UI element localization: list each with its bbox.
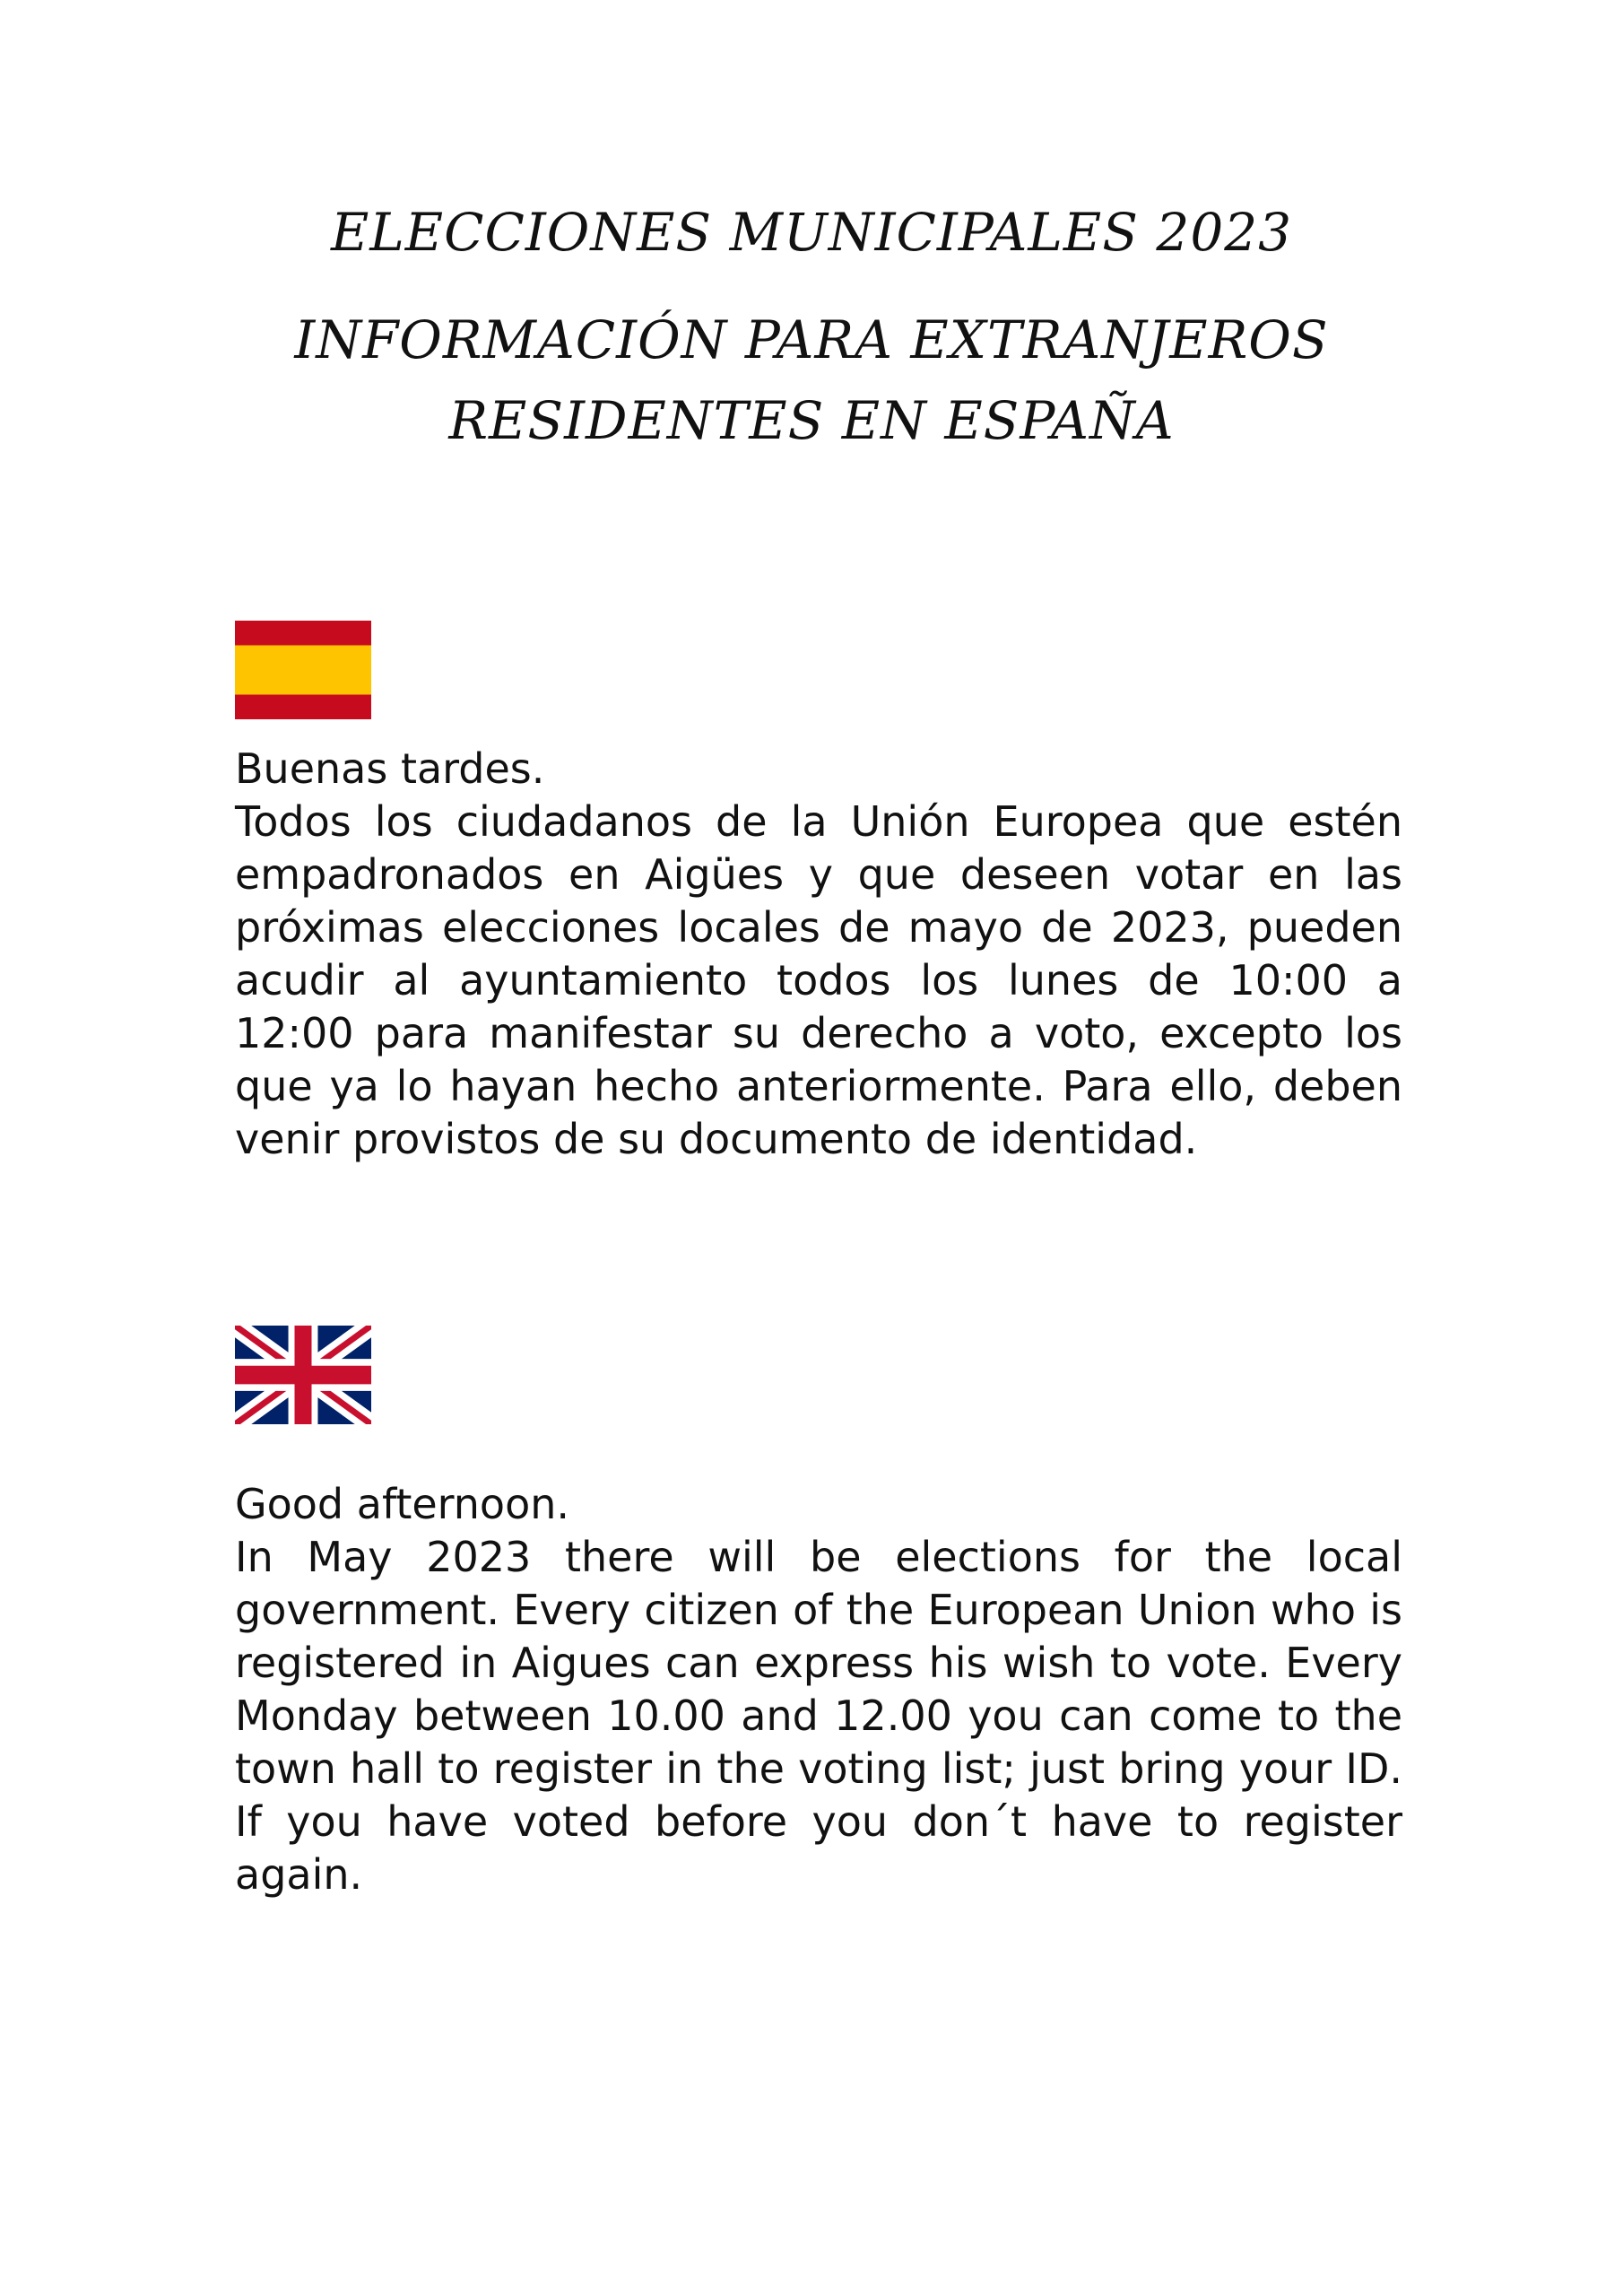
uk-flag-icon xyxy=(235,1326,371,1424)
english-section xyxy=(235,1478,1402,1901)
spain-flag-icon xyxy=(235,621,371,719)
title-line-1: ELECCIONES MUNICIPALES 2023 xyxy=(330,202,1293,263)
spanish-greeting: Buenas tardes. xyxy=(235,744,545,793)
spain-flag-middle-stripe xyxy=(235,646,371,695)
spain-flag-top-stripe xyxy=(235,621,371,646)
english-greeting: Good afternoon. xyxy=(235,1480,569,1528)
spanish-body: Todos los ciudadanos de la Unión Europea que estén empadronados en Aigües y que deseen votar en las próximas elecciones locales de mayo de 2023, pueden acudir al ayuntamiento todos los lunes de 10:00 a 12:00 para manifestar su derecho a voto, excepto los que ya lo hayan hecho anteriormente. Para ello, deben venir provistos de su documento de identidad. xyxy=(235,797,1402,1163)
title-line-2b: RESIDENTES EN ESPAÑA xyxy=(448,390,1175,451)
spain-flag-bottom-stripe xyxy=(235,695,371,720)
english-body: In May 2023 there will be elections for the local government. Every citizen of the European Union who is registered in Aigues can express his wish to vote. Every Monday between 10.00 and 12.00 you can come to the town hall to register in the voting list; just bring your ID. If you have voted before you don´t have to register again. xyxy=(235,1533,1402,1899)
title-line-2a: INFORMACIÓN PARA EXTRANJEROS xyxy=(294,309,1329,370)
spanish-section xyxy=(235,743,1402,1166)
title-line-2 xyxy=(0,300,1623,461)
